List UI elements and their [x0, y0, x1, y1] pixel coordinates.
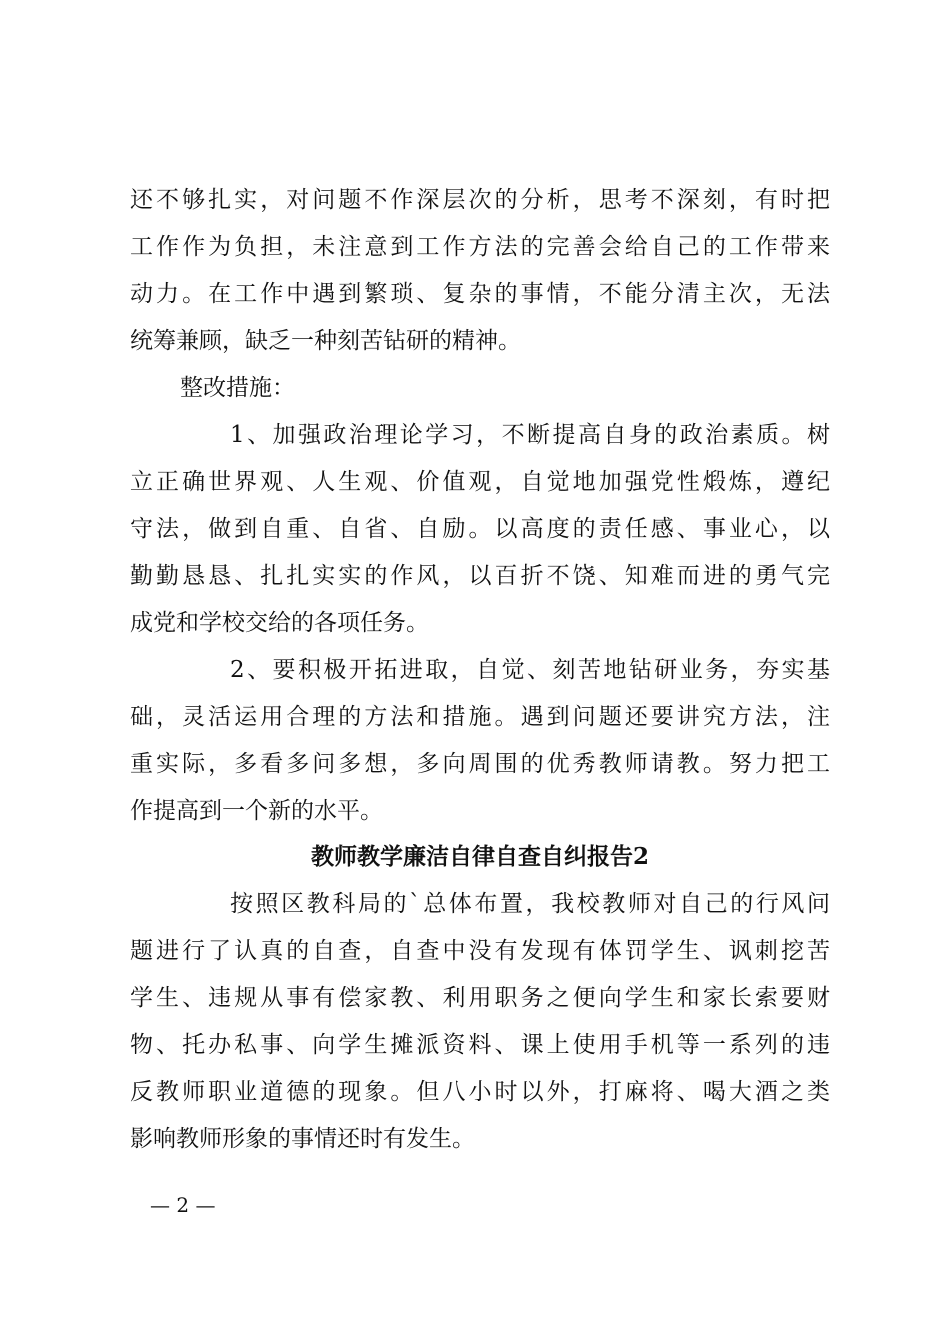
report-line-1: 按照区教科局的`总体布置，我校教师对自己的行风问	[230, 891, 830, 917]
report-line-2: 题进行了认真的自查，自查中没有发现有体罚学生、讽刺挖苦	[130, 938, 830, 964]
report-line-4: 物、托办私事、向学生摊派资料、课上使用手机等一系列的违	[130, 1032, 830, 1058]
measure-1-line-4: 勤勤恳恳、扎扎实实的作风，以百折不饶、知难而进的勇气完	[130, 563, 830, 589]
rectification-measures-label: 整改措施：	[180, 375, 295, 401]
measure-2-line-3: 重实际，多看多问多想，多向周围的优秀教师请教。努力把工	[130, 751, 830, 777]
measure-1-line-2: 立正确世界观、人生观、价值观，自觉地加强党性煅炼，遵纪	[130, 469, 830, 495]
report-heading: 教师教学廉洁自律自查自纠报告2	[310, 843, 649, 870]
paragraph-1-line-4: 统筹兼顾，缺乏一种刻苦钻研的精神。	[130, 328, 521, 354]
measure-1-line-3: 守法，做到自重、自省、自励。以高度的责任感、事业心，以	[130, 516, 830, 542]
report-line-5: 反教师职业道德的现象。但八小时以外，打麻将、喝大酒之类	[130, 1079, 830, 1105]
measure-1-line-5: 成党和学校交给的各项任务。	[130, 610, 429, 636]
measure-1-line-1: 1、加强政治理论学习，不断提高自身的政治素质。树	[230, 422, 830, 448]
measure-2-line-2: 础，灵活运用合理的方法和措施。遇到问题还要讲究方法，注	[130, 704, 830, 730]
page-number: — 2 —	[150, 1193, 216, 1217]
measure-2-line-1: 2、要积极开拓进取，自觉、刻苦地钻研业务，夯实基	[230, 657, 830, 683]
paragraph-1-line-3: 动力。在工作中遇到繁琐、复杂的事情，不能分清主次，无法	[130, 281, 830, 307]
paragraph-1-line-2: 工作作为负担，未注意到工作方法的完善会给自己的工作带来	[130, 234, 830, 260]
report-line-3: 学生、违规从事有偿家教、利用职务之便向学生和家长索要财	[130, 985, 830, 1011]
report-line-6: 影响教师形象的事情还时有发生。	[130, 1126, 475, 1152]
measure-2-line-4: 作提高到一个新的水平。	[130, 798, 383, 824]
paragraph-1-line-1: 还不够扎实，对问题不作深层次的分析，思考不深刻，有时把	[130, 187, 830, 213]
